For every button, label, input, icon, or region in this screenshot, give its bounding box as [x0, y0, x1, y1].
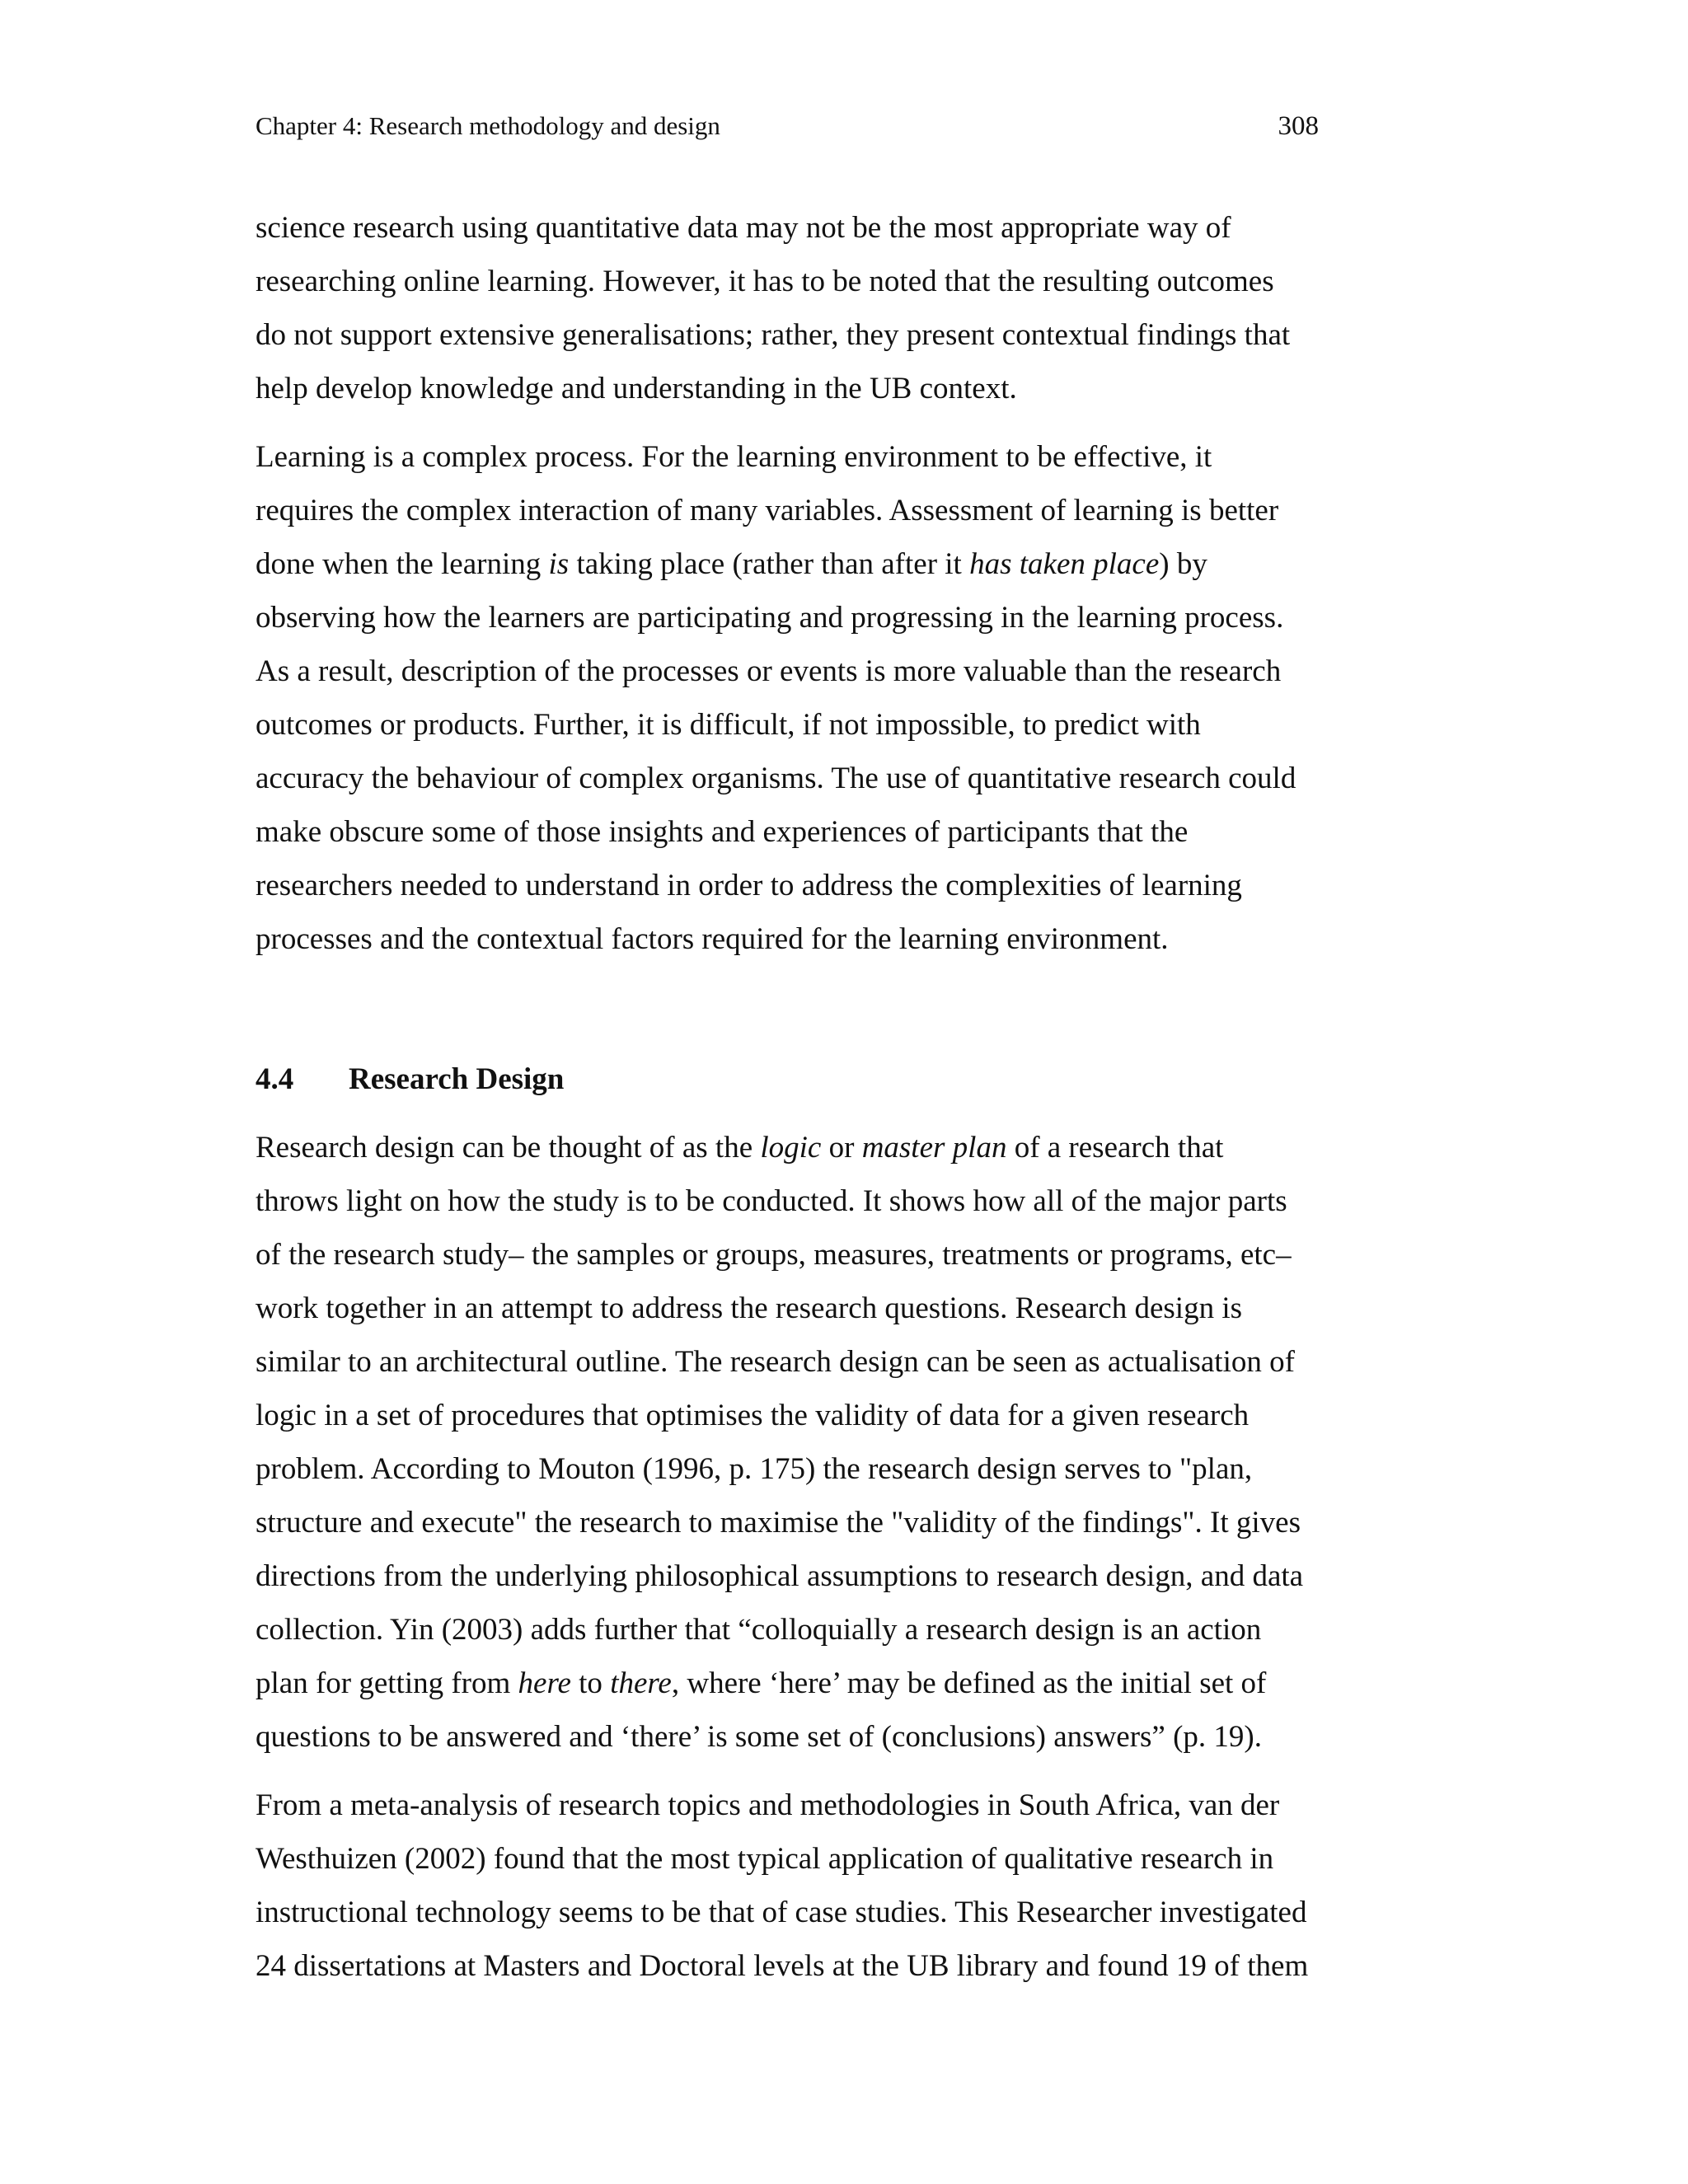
- text-line: outcomes or products. Further, it is difficult, if not impossible, to predict with: [256, 708, 1201, 742]
- running-header: [256, 105, 1319, 147]
- section-heading: [256, 1052, 1343, 1106]
- text-line: collection. Yin (2003) adds further that “colloquially a research design is an action: [256, 1613, 1262, 1647]
- paragraph-2: [256, 430, 1343, 966]
- text-line: questions to be answered and ‘there’ is some set of (conclusions) answers” (p. 19).: [256, 1720, 1262, 1754]
- text-line: observing how the learners are participating and progressing in the learning process.: [256, 601, 1284, 635]
- paragraph-3: [256, 1121, 1343, 1764]
- emphasis: master plan: [861, 1131, 1007, 1165]
- text-line: logic in a set of procedures that optimises the validity of data for a given research: [256, 1399, 1250, 1432]
- text-line: of the research study– the samples or groups, measures, treatments or programs, etc–: [256, 1238, 1292, 1272]
- text-line: researchers needed to understand in order to address the complexities of learning: [256, 869, 1242, 902]
- text-run: to: [570, 1666, 611, 1700]
- text-line: similar to an architectural outline. The research design can be seen as actualisation of: [256, 1345, 1295, 1379]
- text-run: done when the learning: [256, 547, 549, 581]
- text-run: plan for getting from: [256, 1666, 518, 1700]
- text-line: do not support extensive generalisations; rather, they present contextual findings that: [256, 318, 1291, 352]
- text-line: throws light on how the study is to be conducted. It shows how all of the major parts: [256, 1184, 1287, 1218]
- emphasis: has taken place: [969, 547, 1160, 581]
- section-number: 4.4: [256, 1062, 294, 1096]
- section-title: Research Design: [349, 1062, 565, 1096]
- text-line: [256, 1121, 1343, 1174]
- text-line: problem. According to Mouton (1996, p. 175) the research design serves to "plan,: [256, 1452, 1253, 1486]
- text-line: Learning is a complex process. For the learning environment to be effective, it: [256, 440, 1212, 474]
- text-run: or: [821, 1131, 862, 1165]
- text-run: , where ‘here’ may be defined as the initial set of: [671, 1666, 1267, 1700]
- body-text: [256, 201, 1343, 1993]
- emphasis: is: [548, 547, 570, 581]
- text-line: make obscure some of those insights and experiences of participants that the: [256, 815, 1189, 849]
- chapter-title: Chapter 4: Research methodology and design: [256, 111, 720, 140]
- text-run: Research design can be thought of as the: [256, 1131, 761, 1165]
- emphasis: here: [518, 1666, 571, 1700]
- text-line: researching online learning. However, it has to be noted that the resulting outcomes: [256, 265, 1274, 298]
- text-line: instructional technology seems to be that of case studies. This Researcher investigated: [256, 1896, 1307, 1929]
- text-line: science research using quantitative data may not be the most appropriate way of: [256, 211, 1231, 245]
- text-line: From a meta-analysis of research topics and methodologies in South Africa, van der: [256, 1788, 1280, 1822]
- text-line: directions from the underlying philosophical assumptions to research design, and data: [256, 1559, 1304, 1593]
- text-line: work together in an attempt to address the research questions. Research design is: [256, 1291, 1243, 1325]
- emphasis: there: [610, 1666, 672, 1700]
- text-line: 24 dissertations at Masters and Doctoral levels at the UB library and found 19 of them: [256, 1949, 1309, 1983]
- text-line: As a result, description of the processes or events is more valuable than the research: [256, 654, 1282, 688]
- text-run: of a research that: [1006, 1131, 1224, 1165]
- text-line: structure and execute" the research to maximise the "validity of the findings". It gives: [256, 1506, 1301, 1540]
- paragraph-4: [256, 1779, 1343, 1993]
- text-line: Westhuizen (2002) found that the most typical application of qualitative research in: [256, 1842, 1274, 1876]
- emphasis: logic: [760, 1131, 822, 1165]
- text-run: taking place (rather than after it: [569, 547, 970, 581]
- text-line: help develop knowledge and understanding in the UB context.: [256, 372, 1017, 405]
- text-line: [256, 537, 1343, 591]
- paragraph-1: [256, 201, 1343, 415]
- text-line: requires the complex interaction of many variables. Assessment of learning is better: [256, 494, 1279, 527]
- text-line: processes and the contextual factors required for the learning environment.: [256, 922, 1169, 956]
- text-line: [256, 1657, 1343, 1710]
- page-number: 308: [1278, 111, 1319, 141]
- text-run: ) by: [1159, 547, 1207, 581]
- text-line: accuracy the behaviour of complex organisms. The use of quantitative research could: [256, 762, 1296, 795]
